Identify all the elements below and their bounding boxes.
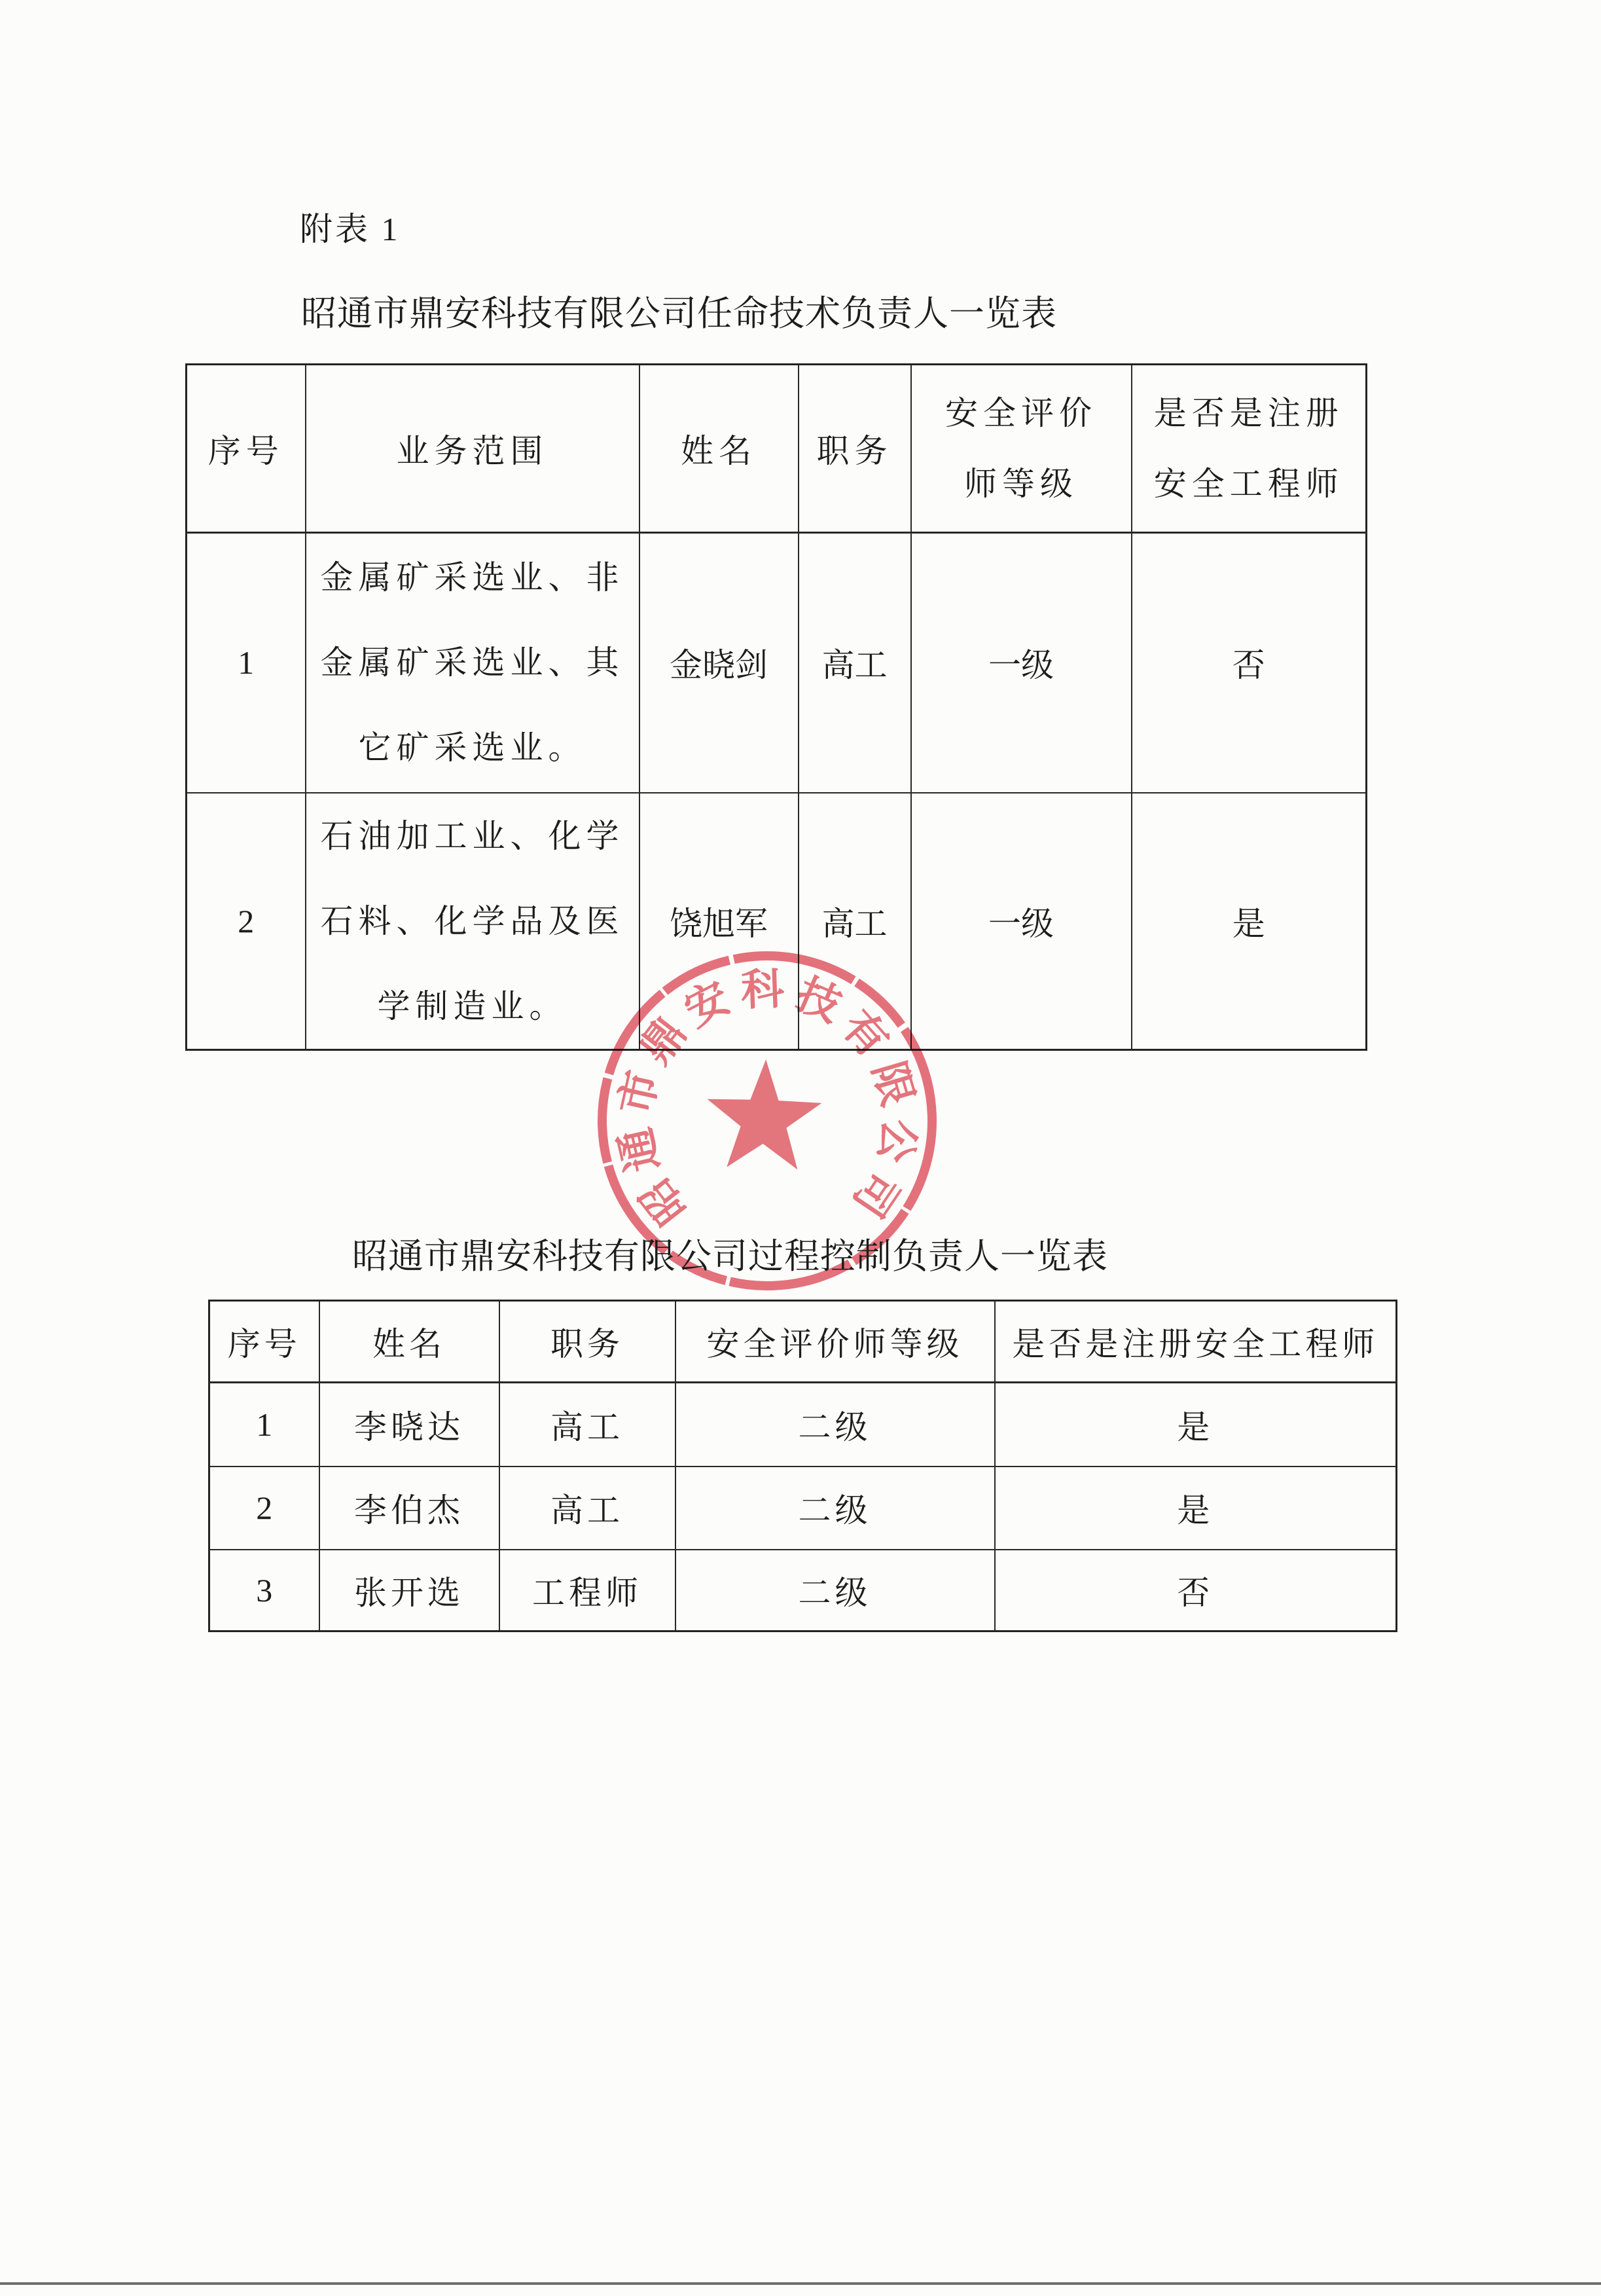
registered-flag: 是: [995, 1383, 1397, 1467]
table-row: [187, 533, 1367, 793]
svg-text:鼎: 鼎: [631, 1009, 696, 1073]
person-position: 高工: [499, 1467, 675, 1550]
assessor-level: 一级: [911, 533, 1132, 793]
annex-label: 附表 1: [300, 211, 401, 247]
svg-text:技: 技: [789, 970, 848, 1032]
table2-title: 昭通市鼎安科技有限公司过程控制负责人一览表: [352, 1237, 1108, 1276]
col-header-registered-engineer: [1132, 365, 1367, 533]
svg-text:科: 科: [740, 965, 785, 1015]
seal-star-icon: [705, 1057, 823, 1170]
row-no: 3: [209, 1550, 319, 1631]
col-header-name: 姓名: [639, 365, 799, 533]
assessor-level: 二级: [675, 1550, 995, 1631]
col-header-assessor-level: 安全评价师等级: [675, 1301, 995, 1383]
assessor-level-line1: 安全评价: [945, 395, 1097, 431]
assessor-level: 二级: [675, 1383, 995, 1467]
person-position: 高工: [799, 533, 911, 793]
person-position: 高工: [799, 793, 911, 1050]
person-name: 金晓剑: [639, 533, 799, 793]
process-control-table: [208, 1300, 1397, 1632]
table-header-row: [187, 365, 1367, 533]
table-header-row: [209, 1301, 1397, 1383]
row-no: 1: [209, 1383, 319, 1467]
registered-flag: 否: [995, 1550, 1397, 1631]
registered-flag: 是: [995, 1467, 1397, 1550]
person-name: 李晓达: [319, 1383, 499, 1467]
svg-text:安: 安: [677, 974, 738, 1036]
registered-engineer-line1: 是否是注册: [1153, 395, 1344, 431]
col-header-assessor-level: [911, 365, 1132, 533]
col-header-scope: 业务范围: [306, 365, 639, 533]
table1-title: 昭通市鼎安科技有限公司任命技术负责人一览表: [301, 294, 1057, 333]
table-row: [209, 1467, 1397, 1550]
scanner-edge-line: [0, 2282, 1601, 2285]
svg-text:昭: 昭: [632, 1169, 696, 1233]
assessor-level: 一级: [911, 793, 1132, 1050]
assessor-level: 二级: [675, 1467, 995, 1550]
registered-engineer-line2: 安全工程师: [1153, 465, 1344, 502]
col-header-name: 姓名: [319, 1301, 499, 1383]
person-name: 李伯杰: [319, 1467, 499, 1550]
svg-text:司: 司: [843, 1162, 908, 1226]
svg-text:市: 市: [611, 1066, 668, 1120]
svg-text:限: 限: [863, 1056, 922, 1112]
person-name: 饶旭军: [639, 793, 799, 1050]
registered-flag: 是: [1132, 793, 1367, 1050]
col-header-position: 职务: [499, 1301, 675, 1383]
svg-text:公: 公: [869, 1116, 924, 1166]
col-header-position: 职务: [799, 365, 911, 533]
col-header-no: 序号: [187, 365, 306, 533]
col-header-no: 序号: [209, 1301, 319, 1383]
person-position: 工程师: [499, 1550, 675, 1631]
table-row: [209, 1550, 1397, 1631]
row-no: 2: [209, 1467, 319, 1550]
business-scope: 金属矿采选业、非金属矿采选业、其它矿采选业。: [306, 533, 639, 793]
svg-text:通: 通: [611, 1123, 668, 1176]
svg-text:有: 有: [832, 1002, 897, 1066]
col-header-registered-engineer: 是否是注册安全工程师: [995, 1301, 1397, 1383]
assessor-level-line2: 师等级: [964, 465, 1078, 502]
row-no: 1: [187, 533, 306, 793]
registered-flag: 否: [1132, 533, 1367, 793]
person-name: 张开选: [319, 1550, 499, 1631]
person-position: 高工: [499, 1383, 675, 1467]
table-row: [209, 1383, 1397, 1467]
row-no: 2: [187, 793, 306, 1050]
business-scope: 石油加工业、化学石料、化学品及医学制造业。: [306, 793, 639, 1050]
